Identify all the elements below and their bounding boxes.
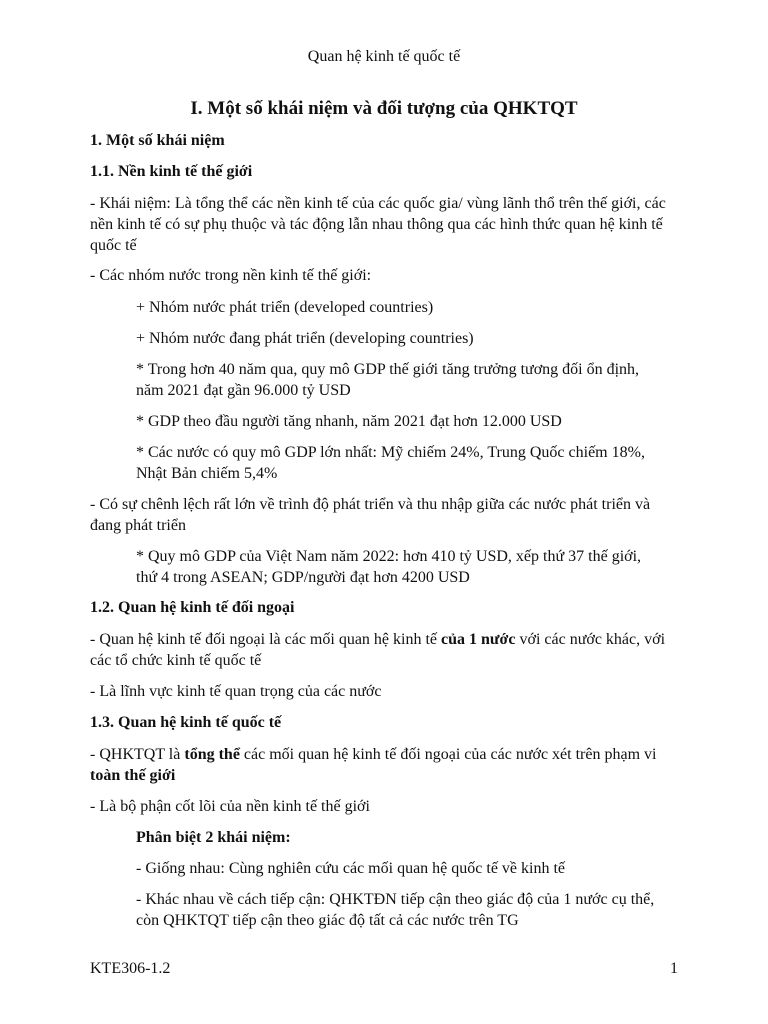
bullet-line: - Giống nhau: Cùng nghiên cứu các mối quan hệ quốc tế về kinh tế [136, 860, 566, 877]
bullet-line: năm 2021 đạt gần 96.000 tỷ USD [136, 382, 351, 399]
text-run: với các nước khác, với [515, 631, 666, 648]
paragraph-line: nền kinh tế có sự phụ thuộc và tác động lẫn nhau thông qua các hình thức quan hệ kinh tế [90, 216, 663, 233]
bullet-line: - Khác nhau về cách tiếp cận: QHKTĐN tiếp cận theo giác độ của 1 nước cụ thể, [136, 891, 655, 908]
text-run: - QHKTQT là [90, 746, 185, 763]
paragraph-line: - Là bộ phận cốt lõi của nền kinh tế thế giới [90, 798, 370, 815]
paragraph-line: - Có sự chênh lệch rất lớn về trình độ phát triển và thu nhập giữa các nước phát triển và [90, 496, 651, 513]
heading-1: 1. Một số khái niệm [90, 132, 225, 149]
paragraph-line: các tổ chức kinh tế quốc tế [90, 652, 262, 669]
bullet-line: còn QHKTQT tiếp cận theo giác độ tất cả các nước trên TG [136, 912, 519, 929]
text-run: - Quan hệ kinh tế đối ngoại là các mối quan hệ kinh tế [90, 631, 442, 648]
heading-1-3: 1.3. Quan hệ kinh tế quốc tế [90, 714, 282, 731]
page-number: 1 [670, 960, 678, 977]
bullet-line: + Nhóm nước đang phát triển (developing countries) [136, 330, 474, 347]
bold-text: của 1 nước [441, 631, 516, 648]
bullet-line: * Quy mô GDP của Việt Nam năm 2022: hơn 410 tỷ USD, xếp thứ 37 thế giới, [136, 548, 642, 565]
paragraph-line [90, 744, 690, 766]
bullet-line: * Trong hơn 40 năm qua, quy mô GDP thế giới tăng trưởng tương đối ổn định, [136, 361, 640, 378]
bullet-line: * Các nước có quy mô GDP lớn nhất: Mỹ chiếm 24%, Trung Quốc chiếm 18%, [136, 444, 645, 461]
bullet-line: Nhật Bản chiếm 5,4% [136, 465, 278, 482]
bold-paragraph-line: toàn thế giới [90, 767, 176, 784]
heading-1-1: 1.1. Nền kinh tế thế giới [90, 163, 253, 180]
bold-text: tổng thể [184, 746, 240, 763]
heading-1-2: 1.2. Quan hệ kinh tế đối ngoại [90, 599, 295, 616]
paragraph-line [90, 629, 690, 651]
section-title: I. Một số khái niệm và đối tượng của QHKTQT [190, 98, 578, 119]
bullet-line: + Nhóm nước phát triển (developed countries) [136, 299, 434, 316]
bullet-line: thứ 4 trong ASEAN; GDP/người đạt hơn 4200 USD [136, 569, 470, 586]
paragraph-line: - Là lĩnh vực kinh tế quan trọng của các nước [90, 683, 382, 700]
bullet-line: * GDP theo đầu người tăng nhanh, năm 2021 đạt hơn 12.000 USD [136, 413, 562, 430]
text-run: các mối quan hệ kinh tế đối ngoại của các nước xét trên phạm vi [239, 746, 657, 763]
page-header: Quan hệ kinh tế quốc tế [307, 48, 461, 65]
paragraph-line: - Các nhóm nước trong nền kinh tế thế giới: [90, 267, 372, 284]
paragraph-line: - Khái niệm: Là tổng thể các nền kinh tế của các quốc gia/ vùng lãnh thổ trên thế giới, các [90, 195, 666, 212]
footer-code: KTE306-1.2 [90, 960, 171, 977]
paragraph-line: quốc tế [90, 237, 137, 254]
paragraph-line: đang phát triển [90, 517, 186, 534]
distinction-title: Phân biệt 2 khái niệm: [136, 829, 291, 846]
